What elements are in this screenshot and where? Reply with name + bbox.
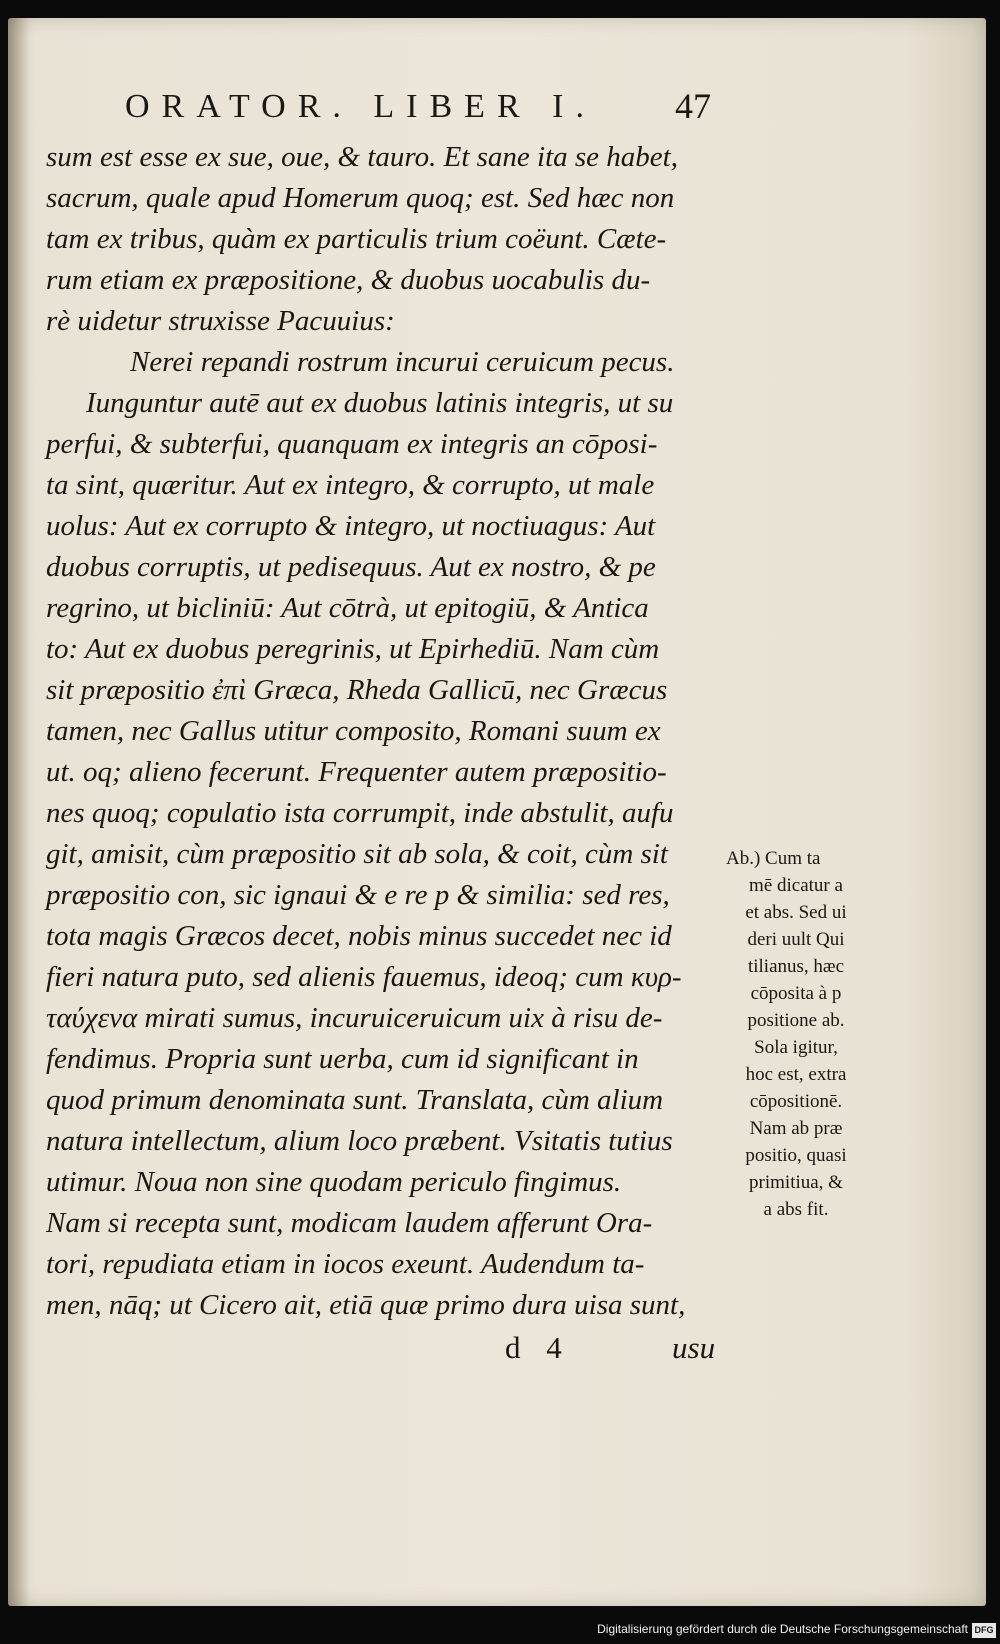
marginal-line: positione ab. bbox=[747, 1010, 845, 1031]
marginal-line: Nam ab præ bbox=[749, 1118, 843, 1139]
funding-credit: Digitalisierung gefördert durch die Deutsche Forschungsgemeinschaft bbox=[597, 1622, 968, 1636]
marginal-line: cōpositionē. bbox=[749, 1091, 843, 1112]
marginal-line: mē dicatur a bbox=[749, 875, 843, 896]
text-line: ut. oq; alieno fecerunt. Frequenter autem præpositio- bbox=[46, 756, 667, 788]
marginal-line: tilianus, hæc bbox=[747, 956, 845, 977]
text-line: regrino, ut bicliniū: Aut cōtrà, ut epitogiū, & Antica bbox=[46, 592, 649, 624]
text-line: tori, repudiata etiam in iocos exeunt. Audendum ta- bbox=[46, 1248, 645, 1280]
text-line: quod primum denominata sunt. Translata, cùm alium bbox=[46, 1084, 664, 1116]
text-line: tam ex tribus, quàm ex particulis trium coëunt. Cæte- bbox=[46, 223, 667, 255]
text-line: fendimus. Propria sunt uerba, cum id significant in bbox=[46, 1043, 639, 1075]
marginal-note bbox=[726, 845, 866, 1223]
marginal-line: Sola igitur, bbox=[754, 1037, 838, 1058]
text-line: to: Aut ex duobus peregrinis, ut Epirhediū. Nam cùm bbox=[46, 633, 660, 665]
text-line: tamen, nec Gallus utitur composito, Romani suum ex bbox=[46, 715, 661, 747]
running-head: ORATOR. LIBER I. bbox=[125, 88, 596, 125]
text-line: ta sint, quæritur. Aut ex integro, & corrupto, ut male bbox=[46, 469, 655, 501]
signature-mark: d 4 bbox=[505, 1330, 562, 1365]
catchword: usu bbox=[672, 1330, 716, 1365]
verse-quotation: Nerei repandi rostrum incurui ceruicum pecus. bbox=[130, 346, 675, 378]
marginal-line: hoc est, extra bbox=[745, 1064, 847, 1085]
text-line: rum etiam ex præpositione, & duobus uocabulis du- bbox=[46, 264, 651, 296]
text-line: tota magis Græcos decet, nobis minus succedet nec id bbox=[46, 920, 672, 952]
text-line: perfui, & subterfui, quanquam ex integris an cōposi- bbox=[46, 428, 658, 460]
gutter-shadow bbox=[8, 18, 30, 1606]
text-line: men, nāq; ut Cicero ait, etiā quæ primo dura uisa sunt, bbox=[46, 1289, 686, 1321]
dfg-logo-icon: DFG bbox=[972, 1623, 996, 1638]
text-line: utimur. Noua non sine quodam periculo fingimus. bbox=[46, 1166, 622, 1198]
text-line: sit præpositio ἐπὶ Græca, Rheda Gallicū, nec Græcus bbox=[46, 674, 668, 706]
marginal-line: deri uult Qui bbox=[747, 929, 845, 950]
text-line: nes quoq; copulatio ista corrumpit, inde abstulit, aufu bbox=[46, 797, 674, 829]
marginal-line: et abs. Sed ui bbox=[745, 902, 847, 923]
marginal-line: cōposita à p bbox=[750, 983, 842, 1004]
text-line: duobus corruptis, ut pedisequus. Aut ex nostro, & pe bbox=[46, 551, 656, 583]
text-line: sacrum, quale apud Homerum quoq; est. Sed hæc non bbox=[46, 182, 675, 214]
text-line: uolus: Aut ex corrupto & integro, ut noctiuagus: Aut bbox=[46, 510, 656, 542]
text-line: ταύχενα mirati sumus, incuruiceruicum uix à risu de- bbox=[46, 1002, 663, 1034]
marginal-line: positio, quasi bbox=[745, 1145, 847, 1166]
text-line: præpositio con, sic ignaui & e re p & similia: sed res, bbox=[46, 879, 670, 911]
text-line: rè uidetur struxisse Pacuuius: bbox=[46, 305, 395, 337]
text-line: sum est esse ex sue, oue, & tauro. Et sane ita se habet, bbox=[46, 141, 678, 173]
text-line: fieri natura puto, sed alienis fauemus, ideoq; cum κυρ- bbox=[46, 961, 682, 993]
marginal-line: Ab.) Cum ta bbox=[726, 848, 821, 869]
digitization-footer bbox=[0, 1620, 1000, 1644]
text-line: git, amisit, cùm præpositio sit ab sola, & coit, cùm sit bbox=[46, 838, 668, 870]
marginal-line: primitiua, & bbox=[749, 1172, 843, 1193]
page-number: 47 bbox=[675, 86, 711, 126]
text-line: Nam si recepta sunt, modicam laudem afferunt Ora- bbox=[46, 1207, 653, 1239]
text-line: natura intellectum, alium loco præbent. Vsitatis tutius bbox=[46, 1125, 673, 1157]
marginal-line: a abs fit. bbox=[763, 1199, 829, 1220]
main-text-block bbox=[46, 137, 726, 1326]
paragraph-start-line: Iunguntur autē aut ex duobus latinis integris, ut su bbox=[86, 387, 674, 419]
